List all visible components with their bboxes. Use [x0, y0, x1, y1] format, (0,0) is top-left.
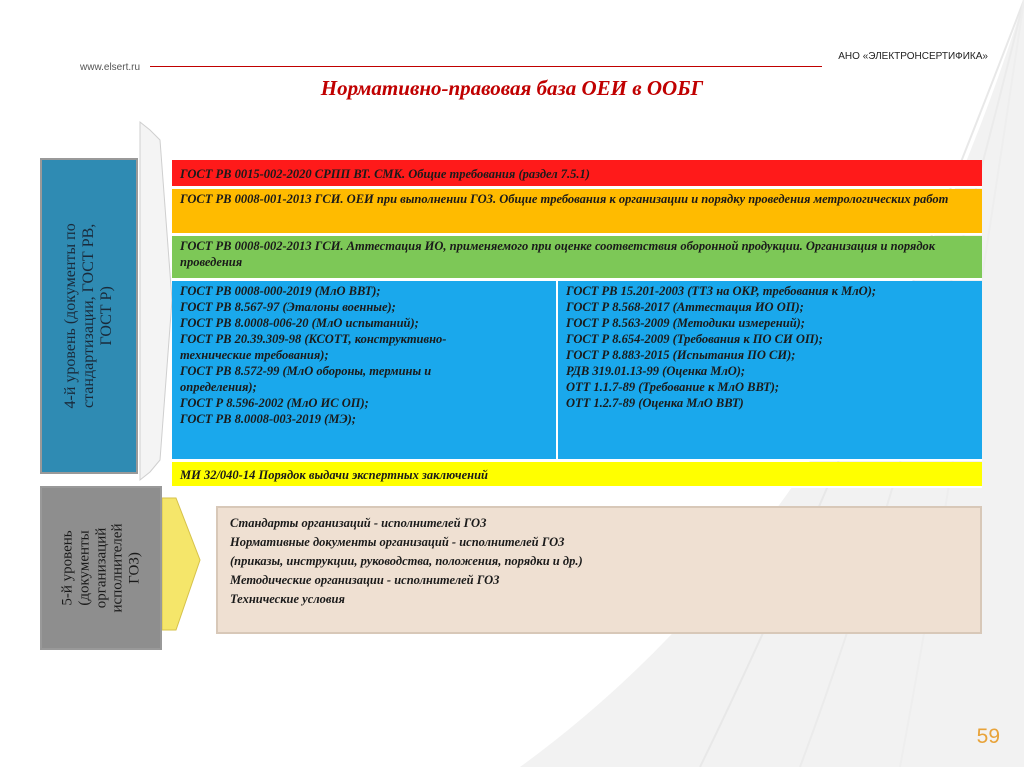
org-doc-line: Технические условия — [230, 592, 345, 606]
table-row-green: ГОСТ РВ 0008-002-2013 ГСИ. Аттестация ИО, применяемого при оценке соответствия оборонной продукции. Организация и порядок проведения — [172, 236, 982, 280]
page-title: Нормативно-правовая база ОЕИ в ООБГ — [320, 76, 704, 100]
table-row-orange: ГОСТ РВ 0008-001-2013 ГСИ. ОЕИ при выполнении ГОЗ. Общие требования к организации и порядку проведения метрологических работ — [172, 189, 982, 235]
org-doc-line: Нормативные документы организаций - исполнителей ГОЗ — [230, 535, 565, 549]
org-doc-line: Методические организации - исполнителей ГОЗ — [230, 573, 500, 587]
level5-arrow — [162, 498, 200, 630]
organization-name: АНО «ЭЛЕКТРОНСЕРТИФИКА» — [838, 51, 988, 62]
table-row-blue-right: ГОСТ РВ 15.201-2003 (ТТЗ на ОКР, требования к МлО); ГОСТ Р 8.568-2017 (Аттестация ИО ОП); ГОСТ Р 8.563-2009 (Методики измерений); ГОСТ Р 8.654-2009 (Требования к ПО СИ ОП); ГОСТ Р 8.883-2015 (Испытания ПО СИ); РДВ 319.01.13-99 (Оценка МлО); ОТТ 1.1.7-89 (Требование к МлО ВВТ); ОТТ 1.2.7-89 (Оценка МлО ВВТ) — [566, 284, 877, 410]
level4-arrow — [140, 122, 172, 480]
level4-label-box — [40, 158, 138, 474]
table-row-yellow: МИ 32/040-14 Порядок выдачи экспертных заключений — [172, 462, 982, 488]
level5-label: 5-й уровень (документы организаций исполнителей ГОЗ) — [59, 523, 143, 613]
page-number: 59 — [976, 725, 1000, 748]
organization-documents-box — [216, 506, 982, 634]
org-doc-line: Стандарты организаций - исполнителей ГОЗ — [230, 516, 487, 530]
level5-label-box — [40, 486, 162, 650]
website-url: www.elsert.ru — [80, 62, 141, 73]
table-row-blue-left: ГОСТ РВ 0008-000-2019 (МлО ВВТ); ГОСТ РВ 8.567-97 (Эталоны военные); ГОСТ РВ 8.0008-006-20 (МлО испытаний); ГОСТ РВ 20.39.309-98 (КСОТТ, конструктивно- технические требования); ГОСТ РВ 8.572-99 (МлО обороны, термины и определения); ГОСТ Р 8.596-2002 (МлО ИС ОП); ГОСТ РВ 8.0008-003-2019 (МЭ); — [172, 281, 558, 459]
org-doc-line: (приказы, инструкции, руководства, положения, порядки и др.) — [230, 554, 583, 568]
table-row-red: ГОСТ РВ 0015-002-2020 СРПП ВТ. СМК. Общие требования (раздел 7.5.1) — [172, 160, 982, 188]
level4-label: 4-й уровень (документы по стандартизации, ГОСТ РВ, ГОСТ Р) — [62, 223, 115, 409]
header-divider — [150, 66, 822, 67]
table-row-blue — [172, 281, 982, 461]
